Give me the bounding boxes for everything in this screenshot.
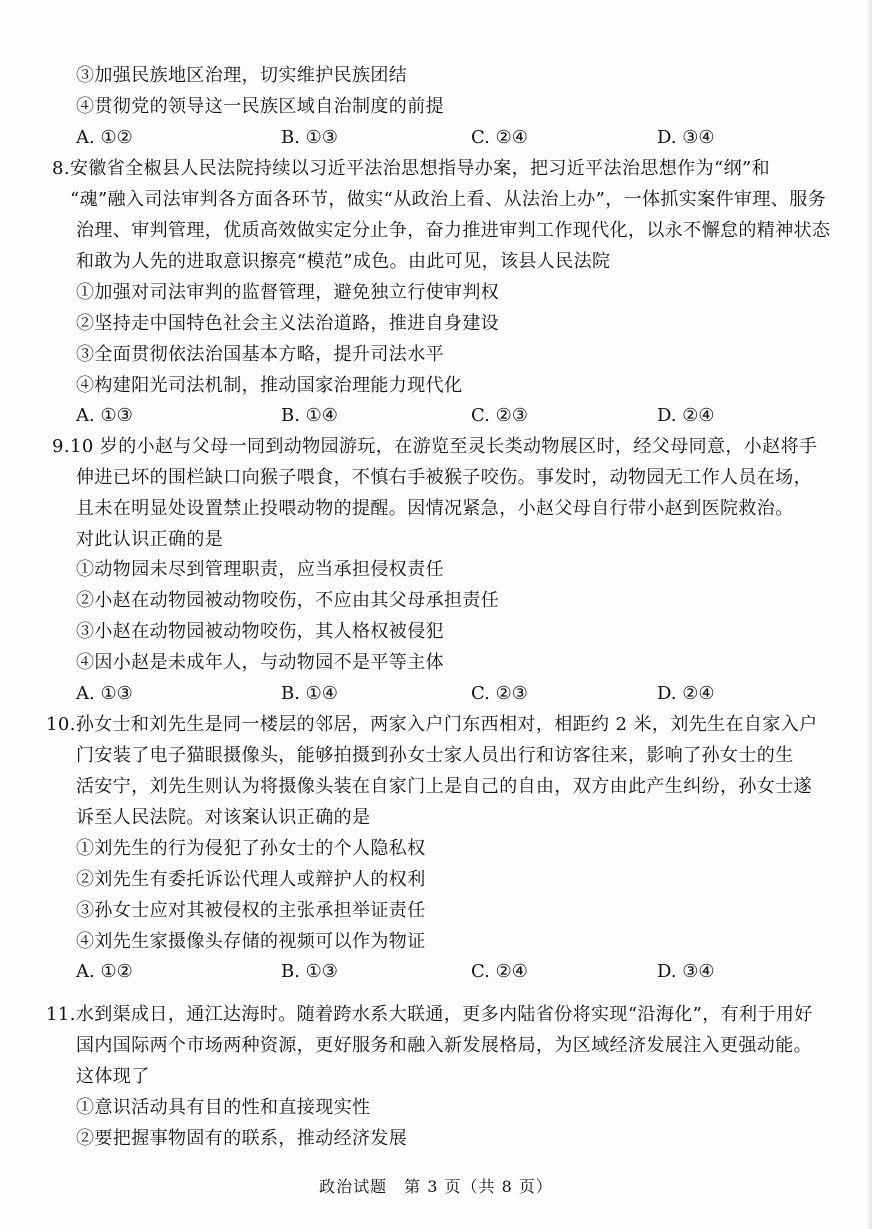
q9-stem-line-1: 9.10 岁的小赵与父母一同到动物园游玩，在游览至灵长类动物展区时，经父母同意，小赵将手: [52, 436, 818, 457]
q8-option-3: ③全面贯彻依法治国基本方略，提升司法水平: [76, 344, 444, 365]
q9-option-3: ③小赵在动物园被动物咬伤，其人格权被侵犯: [76, 621, 444, 642]
q8-choice-b: B. ①④: [281, 405, 338, 426]
q8-stem-line-1: 8.安徽省全椒县人民法院持续以习近平法治思想指导办案，把习近平法治思想作为“纲”和: [52, 158, 770, 179]
q9-option-2: ②小赵在动物园被动物咬伤，不应由其父母承担责任: [76, 590, 500, 611]
q7-choice-a: A. ①②: [76, 127, 133, 148]
q10-choice-d: D. ③④: [657, 961, 715, 982]
q10-choice-a: A. ①②: [76, 961, 133, 982]
page-footer: 政治试题 第 3 页（共 8 页）: [319, 1177, 553, 1196]
q10-stem-line-1: 10.孙女士和刘先生是同一楼层的邻居，两家入户门东西相对，相距约 2 米，刘先生在自家入户: [46, 714, 818, 735]
q9-choice-d: D. ②④: [657, 683, 715, 704]
scan-edge-shade: [866, 0, 872, 1229]
q9-stem-line-2: 伸进已坏的围栏缺口向猴子喂食，不慎右手被猴子咬伤。事发时，动物园无工作人员在场，: [76, 467, 812, 488]
q11-option-1: ①意识活动具有目的性和直接现实性: [76, 1097, 371, 1118]
q9-stem-line-4: 对此认识正确的是: [76, 529, 224, 550]
q11-stem-line-1: 11.水到渠成日，通江达海时。随着跨水系大联通，更多内陆省份将实现“沿海化”，有利于用好: [46, 1004, 813, 1025]
q8-option-2: ②坚持走中国特色社会主义法治道路，推进自身建设: [76, 313, 500, 334]
q9-option-1: ①动物园未尽到管理职责，应当承担侵权责任: [76, 559, 444, 580]
q8-stem-line-2: “魂”融入司法审判各方面各环节，做实“从政治上看、从法治上办”，一体抓实案件审理、服务: [70, 189, 827, 210]
q7-choice-b: B. ①③: [281, 127, 338, 148]
q10-stem-line-3: 活安宁，刘先生则认为将摄像头装在自家门上是自己的自由，双方由此产生纠纷，孙女士遂: [76, 776, 812, 797]
q9-choice-a: A. ①③: [76, 683, 133, 704]
q7-option-4: ④贯彻党的领导这一民族区域自治制度的前提: [76, 96, 444, 117]
q7-option-3: ③加强民族地区治理，切实维护民族团结: [76, 65, 408, 86]
q11-option-2: ②要把握事物固有的联系，推动经济发展: [76, 1128, 408, 1149]
q7-choice-d: D. ③④: [657, 127, 715, 148]
q10-option-3: ③孙女士应对其被侵权的主张承担举证责任: [76, 900, 426, 921]
q10-option-1: ①刘先生的行为侵犯了孙女士的个人隐私权: [76, 838, 426, 859]
q10-stem-line-4: 诉至人民法院。对该案认识正确的是: [76, 807, 371, 828]
q11-stem-line-3: 这体现了: [76, 1066, 150, 1087]
q9-stem-line-3: 且未在明显处设置禁止投喂动物的提醒。因情况紧急，小赵父母自行带小赵到医院救治。: [76, 498, 794, 519]
q7-choice-c: C. ②④: [471, 127, 528, 148]
q8-stem-line-3: 治理、审判管理，优质高效做实定分止争，奋力推进审判工作现代化，以永不懈怠的精神状态: [76, 220, 831, 241]
q9-choice-b: B. ①④: [281, 683, 338, 704]
q8-option-4: ④构建阳光司法机制，推动国家治理能力现代化: [76, 375, 463, 396]
q10-option-2: ②刘先生有委托诉讼代理人或辩护人的权利: [76, 869, 426, 890]
q8-choice-d: D. ②④: [657, 405, 715, 426]
q9-choice-c: C. ②③: [471, 683, 528, 704]
q9-option-4: ④因小赵是未成年人，与动物园不是平等主体: [76, 652, 444, 673]
q8-choice-c: C. ②③: [471, 405, 528, 426]
q8-choice-a: A. ①③: [76, 405, 133, 426]
q10-choice-b: B. ①③: [281, 961, 338, 982]
q10-stem-line-2: 门安装了电子猫眼摄像头，能够拍摄到孙女士家人员出行和访客往来，影响了孙女士的生: [76, 745, 794, 766]
q8-option-1: ①加强对司法审判的监督管理，避免独立行使审判权: [76, 282, 500, 303]
q10-option-4: ④刘先生家摄像头存储的视频可以作为物证: [76, 931, 426, 952]
q8-stem-line-4: 和敢为人先的进取意识擦亮“模范”成色。由此可见，该县人民法院: [76, 251, 611, 272]
q10-choice-c: C. ②④: [471, 961, 528, 982]
q11-stem-line-2: 国内国际两个市场两种资源，更好服务和融入新发展格局，为区域经济发展注入更强动能。: [76, 1035, 812, 1056]
